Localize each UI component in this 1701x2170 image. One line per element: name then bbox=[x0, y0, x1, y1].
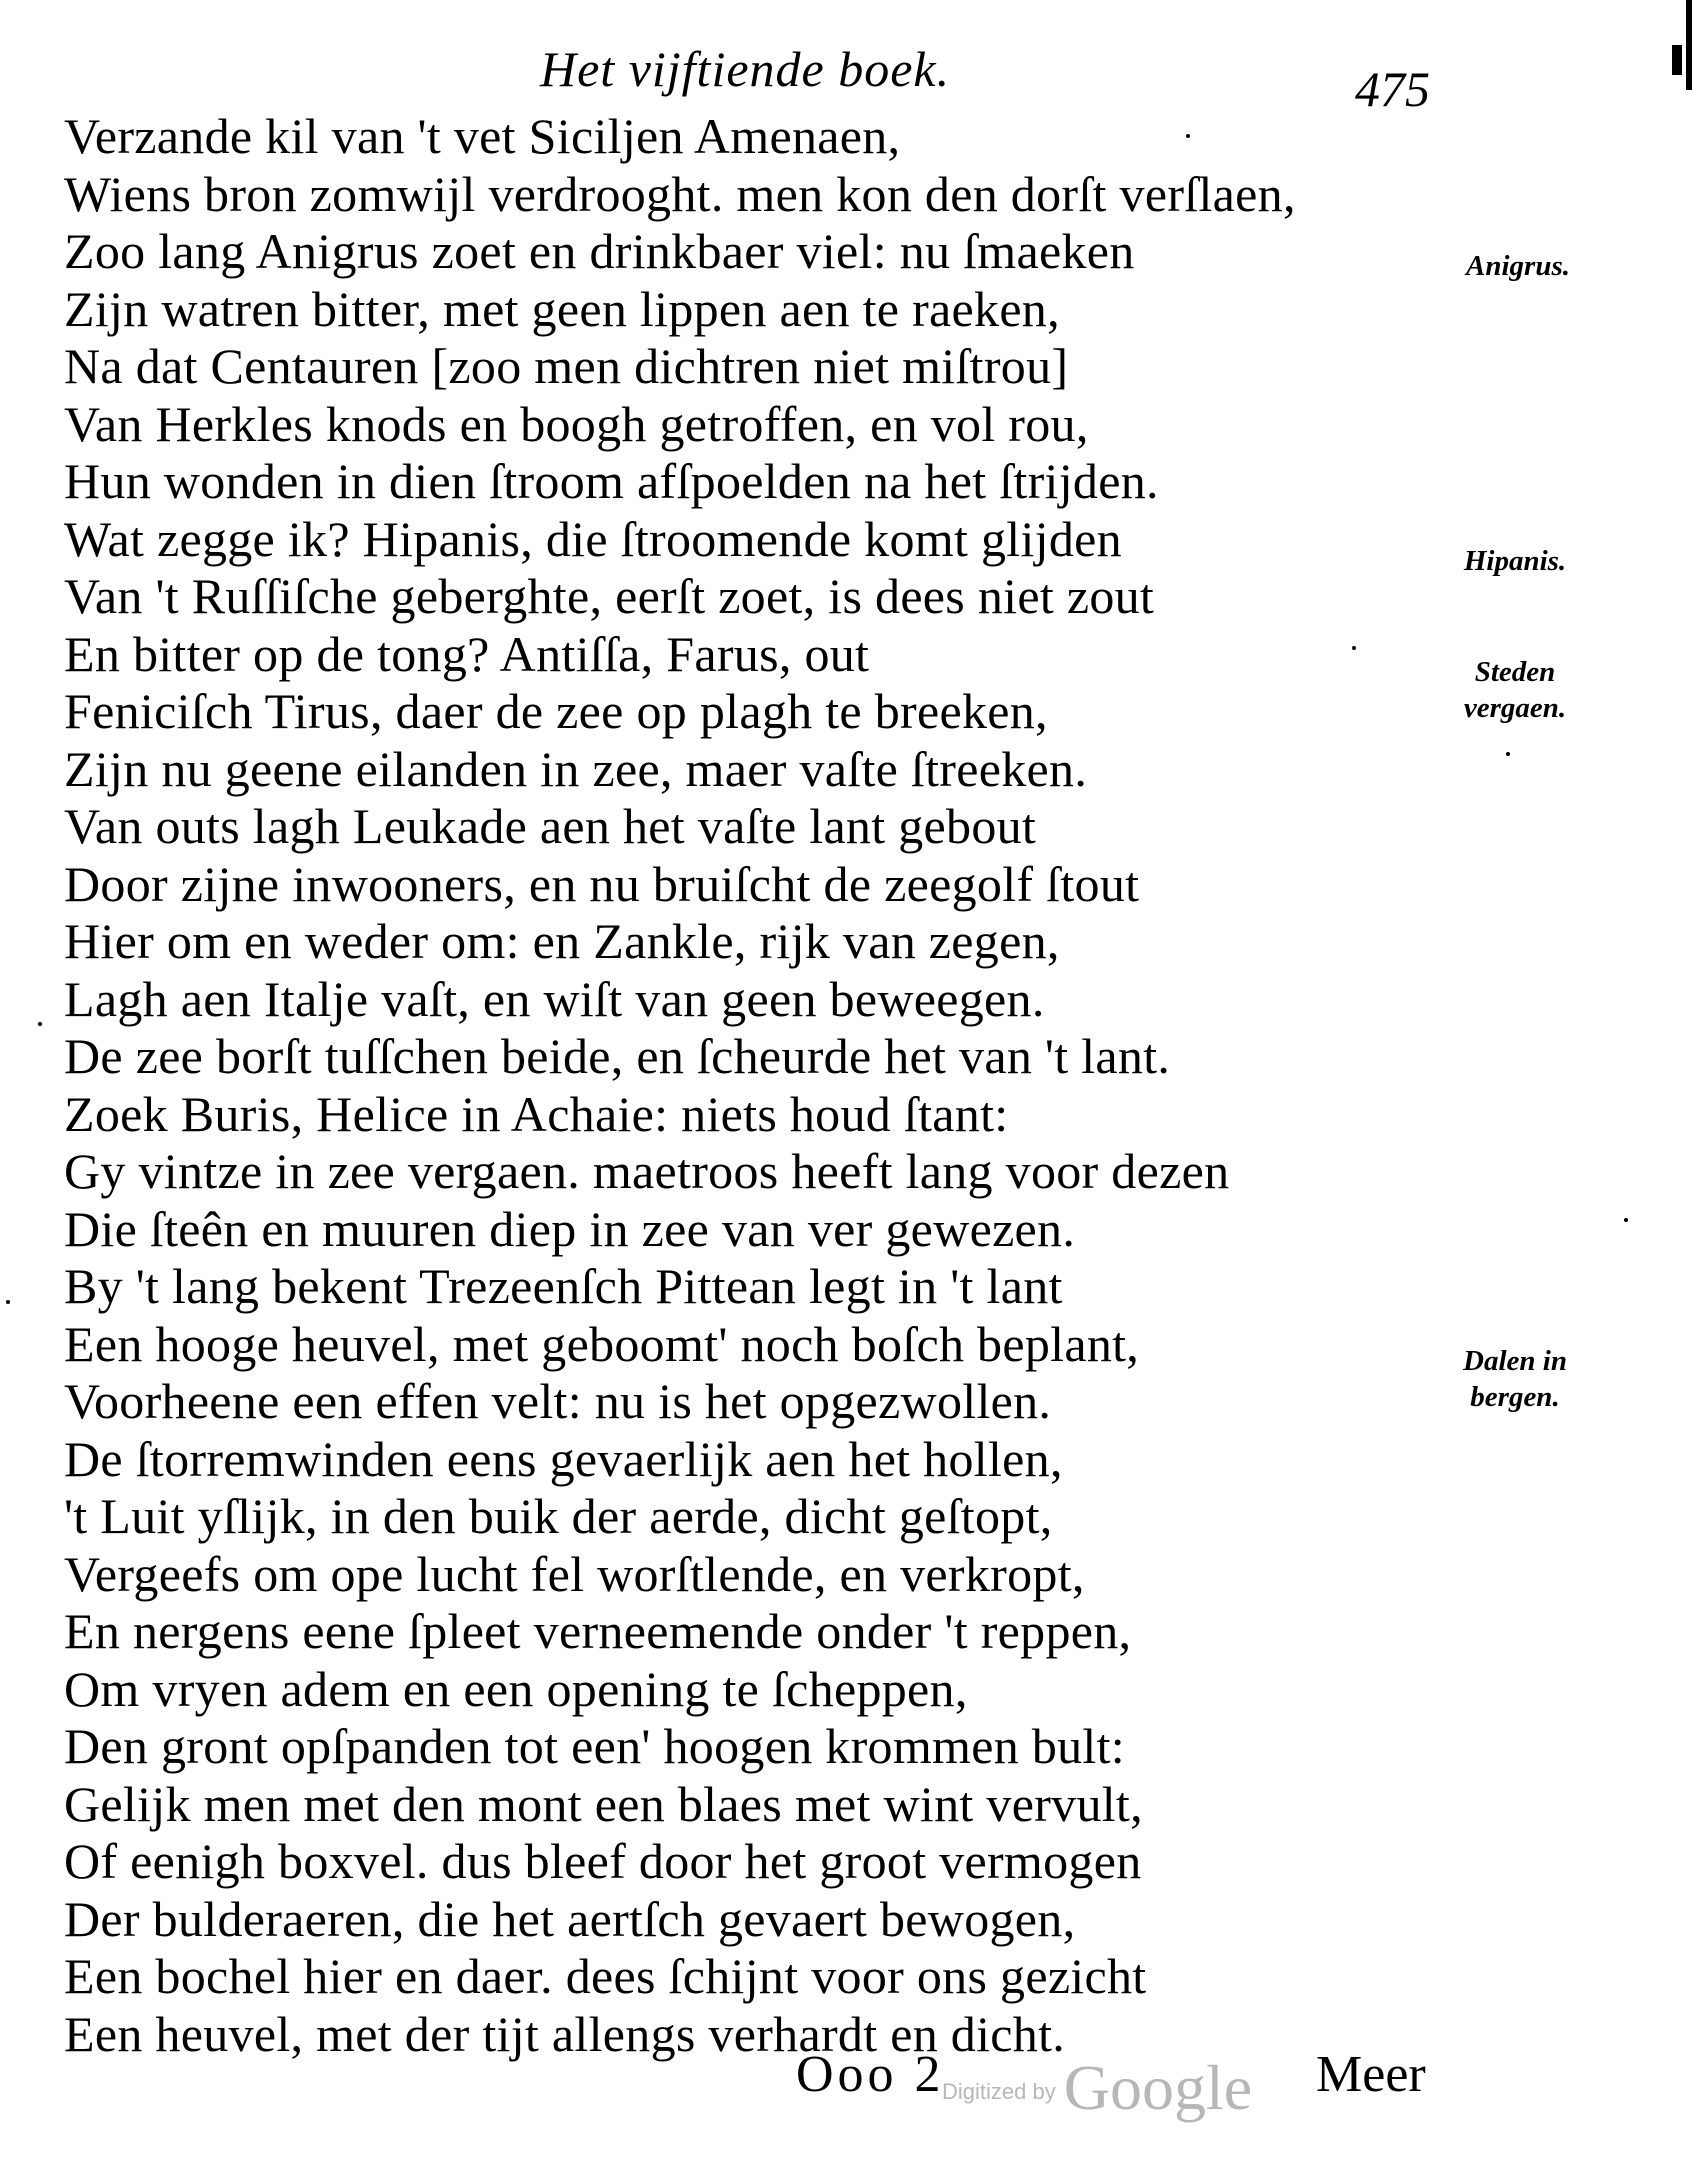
margin-note-line: vergaen. bbox=[1463, 692, 1567, 724]
verse-line: Na dat Centauren [zoo men dichtren niet miſtrou] bbox=[64, 338, 1069, 394]
verse-line: By 't lang bekent Trezeenſch Pittean legt in 't lant bbox=[64, 1258, 1063, 1314]
google-logo: Google bbox=[1063, 2052, 1253, 2123]
page-number: 475 bbox=[1355, 61, 1430, 117]
verse-line: De zee borſt tuſſchen beide, en ſcheurde het van 't lant. bbox=[64, 1028, 1171, 1084]
verse-line: Wat zegge ik? Hipanis, die ſtroomende komt glijden bbox=[64, 510, 1122, 567]
ink-speck bbox=[1186, 134, 1190, 138]
margin-note-steden-vergaen bbox=[1440, 654, 1590, 726]
verse-line: Vergeefs om ope lucht fel worſtlende, en verkropt, bbox=[64, 1545, 1085, 1602]
ink-speck bbox=[1352, 646, 1356, 650]
verse-line: Gy vintze in zee vergaen. maetroos heeft lang voor dezen bbox=[64, 1143, 1230, 1199]
verse-line: En nergens eene ſpleet verneemende onder 't reppen, bbox=[64, 1603, 1132, 1659]
ink-speck bbox=[6, 1300, 10, 1304]
page-footer bbox=[0, 2045, 1701, 2125]
verse-line: Of eenigh boxvel. dus bleef door het groot vermogen bbox=[64, 1833, 1142, 1889]
verse-line: Feniciſch Tirus, daer de zee op plagh te breeken, bbox=[64, 683, 1048, 739]
verse-line: Van Herkles knods en boogh getroffen, en vol rou, bbox=[64, 395, 1089, 452]
verse-line: Der bulderaeren, die het aertſch gevaert bewogen, bbox=[64, 1890, 1076, 1947]
verse-line: Van outs lagh Leukade aen het vaſte lant gebout bbox=[64, 798, 1037, 854]
verse-line: Voorheene een effen velt: nu is het opgezwollen. bbox=[64, 1373, 1052, 1429]
page-edge-mark bbox=[1672, 45, 1682, 75]
verse-line: Verzande kil van 't vet Siciljen Amenaen, bbox=[64, 108, 901, 164]
verse-line: Gelijk men met den mont een blaes met wint vervult, bbox=[64, 1775, 1143, 1832]
margin-note-line: Dalen in bbox=[1463, 1345, 1567, 1377]
ink-speck bbox=[38, 1022, 42, 1026]
watermark-prefix: Digitized by bbox=[942, 2079, 1056, 2104]
ink-speck bbox=[1624, 1218, 1628, 1222]
running-title: Het vijftiende boek. bbox=[540, 41, 951, 97]
margin-note-dalen-in-bergen bbox=[1440, 1343, 1590, 1415]
signature-mark: Ooo 2 bbox=[796, 2046, 945, 2103]
verse-line: Zoo lang Anigrus zoet en drinkbaer viel: nu ſmaeken bbox=[64, 223, 1135, 279]
verse-line: Hier om en weder om: en Zankle, rijk van zegen, bbox=[64, 913, 1060, 969]
verse-line: 't Luit yſlijk, in den buik der aerde, dicht geſtopt, bbox=[64, 1488, 1053, 1544]
verse-line: Van 't Ruſſiſche geberghte, eerſt zoet, is dees niet zout bbox=[64, 568, 1155, 624]
margin-note-line: Steden bbox=[1474, 656, 1556, 688]
margin-note-line: bergen. bbox=[1470, 1381, 1560, 1413]
verse-line: Een hooge heuvel, met geboomt' noch boſch beplant, bbox=[64, 1315, 1140, 1372]
margin-note-hipanis: Hipanis. bbox=[1463, 545, 1567, 577]
verse-line: Zijn watren bitter, met geen lippen aen te raeken, bbox=[64, 280, 1060, 337]
verse-line: Om vryen adem en een opening te ſcheppen, bbox=[64, 1660, 968, 1717]
verse-line: De ſtorremwinden eens gevaerlijk aen het hollen, bbox=[64, 1430, 1063, 1487]
verse-text bbox=[64, 108, 1464, 2063]
verse-line: Zoek Buris, Helice in Achaie: niets houd ſtant: bbox=[64, 1085, 1009, 1142]
margin-note-anigrus: Anigrus. bbox=[1466, 250, 1570, 282]
verse-line: Die ſteên en muuren diep in zee van ver gewezen. bbox=[64, 1200, 1076, 1257]
verse-line: Hun wonden in dien ſtroom afſpoelden na het ſtrijden. bbox=[64, 453, 1159, 509]
verse-line: Den gront opſpanden tot een' hoogen krommen bult: bbox=[64, 1718, 1125, 1774]
page-edge-rule bbox=[1686, 0, 1692, 90]
verse-line: Wiens bron zomwijl verdrooght. men kon den dorſt verſlaen, bbox=[64, 165, 1296, 222]
catchword: Meer bbox=[1316, 2046, 1426, 2103]
verse-line: Een heuvel, met der tijt allengs verhardt en dicht. bbox=[64, 2005, 1066, 2062]
verse-line: Lagh aen Italje vaſt, en wiſt van geen beweegen. bbox=[64, 970, 1045, 1027]
verse-line: Door zijne inwooners, en nu bruiſcht de zeegolf ſtout bbox=[64, 855, 1140, 912]
ink-speck bbox=[1506, 752, 1510, 756]
verse-line: Een bochel hier en daer. dees ſchijnt voor ons gezicht bbox=[64, 1948, 1147, 2004]
verse-line: En bitter op de tong? Antiſſa, Farus, out bbox=[64, 625, 870, 682]
digitized-by-google-watermark bbox=[942, 2051, 1252, 2125]
verse-line: Zijn nu geene eilanden in zee, maer vaſte ſtreeken. bbox=[64, 740, 1088, 797]
